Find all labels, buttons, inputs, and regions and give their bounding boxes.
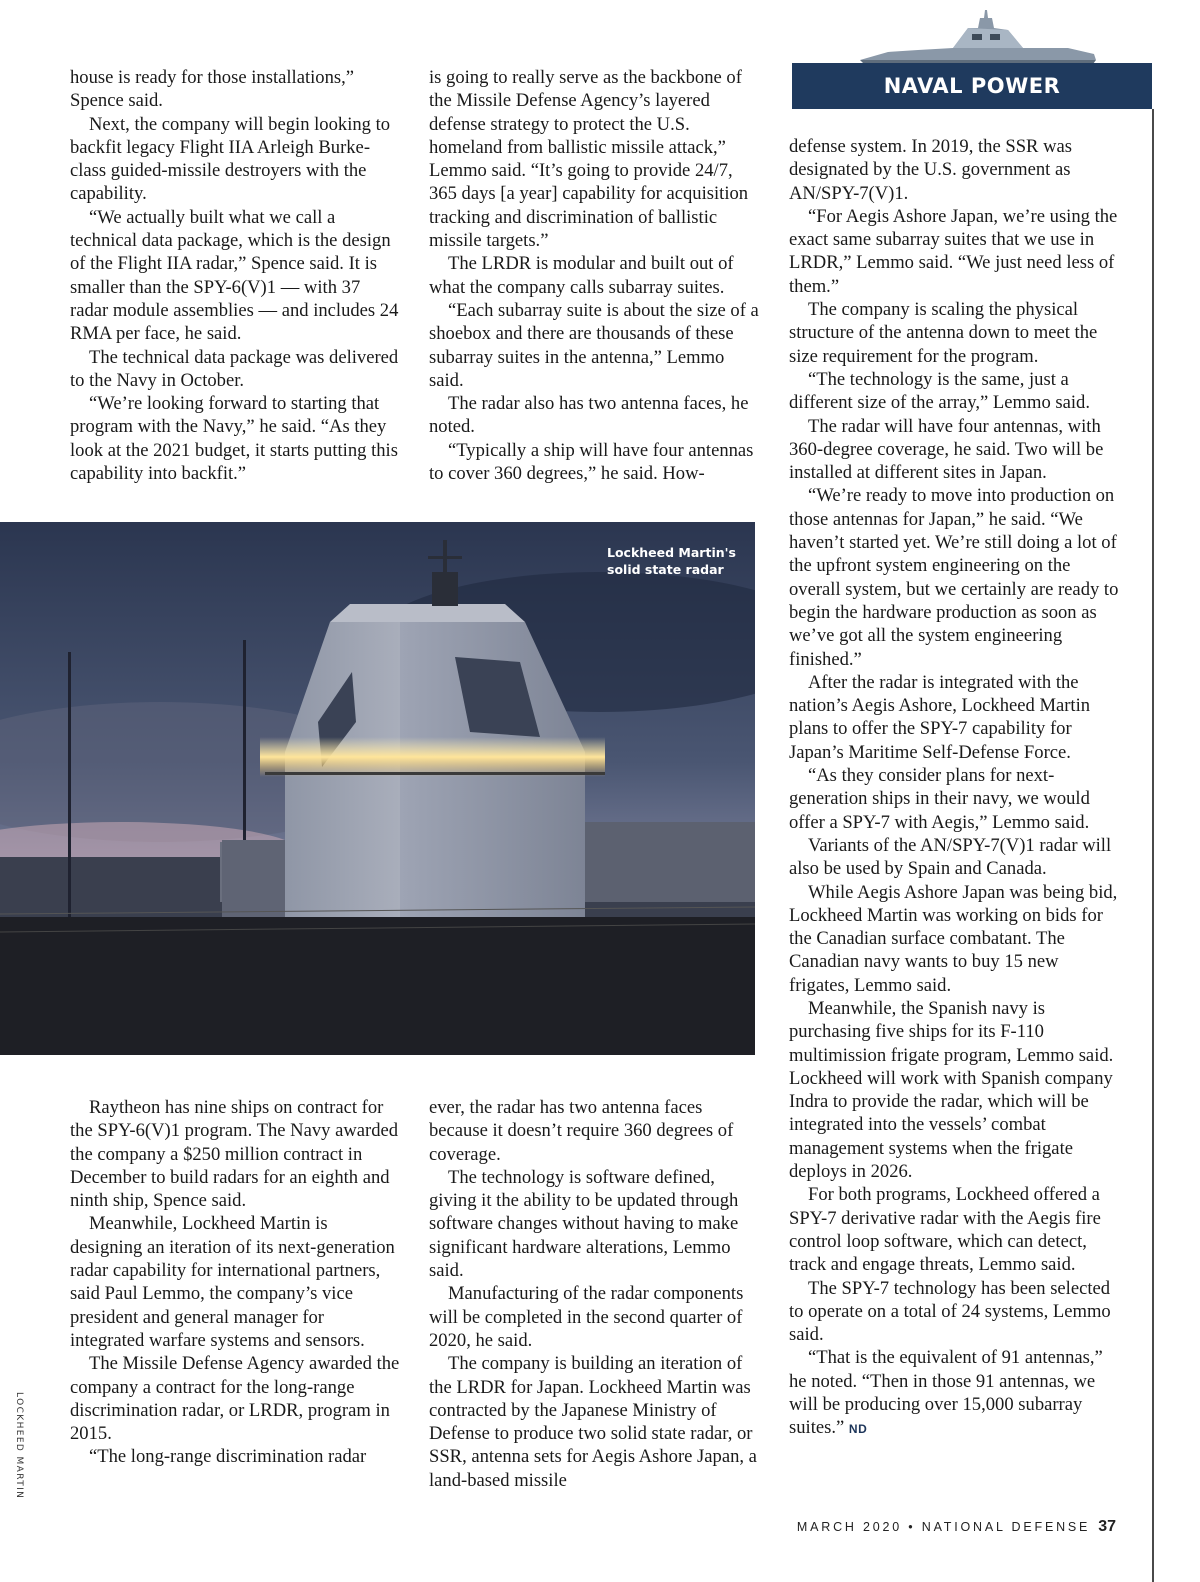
column-3 xyxy=(789,135,1123,1442)
paragraph: “The technology is the same, just a different size of the array,” Lemmo said. xyxy=(789,368,1090,414)
caption-line: solid state radar xyxy=(607,562,724,577)
paragraph: “We’re looking forward to starting that program with the Navy,” he said. “As they look at the 2021 budget, it starts putting this capability into backfit.” xyxy=(70,393,398,485)
column-1-bottom xyxy=(70,1096,402,1469)
paragraph: While Aegis Ashore Japan was being bid, Lockheed Martin was working on bids for the Canadian surface combatant. The Canadian navy wants to buy 15 new frigates, Lemmo said. xyxy=(789,881,1118,996)
paragraph: After the radar is integrated with the nation’s Aegis Ashore, Lockheed Martin plans to offer the SPY-7 capability for Japan’s Maritime Self-Defense Force. xyxy=(789,671,1091,763)
paragraph: Meanwhile, Lockheed Martin is designing an iteration of its next-generation radar capability for international partners, said Paul Lemmo, the company’s vice president and general manager for integrated warfare systems and sensors. xyxy=(70,1213,395,1351)
paragraph: Manufacturing of the radar components will be completed in the second quarter of 2020, he said. xyxy=(429,1283,744,1351)
paragraph: “The long-range discrimination radar xyxy=(89,1446,367,1468)
paragraph: Variants of the AN/SPY-7(V)1 radar will also be used by Spain and Canada. xyxy=(789,834,1112,880)
side-rule xyxy=(1152,109,1154,1582)
paragraph: For both programs, Lockheed offered a SPY-7 derivative radar with the Aegis fire control loop software, which can detect, track and engage threats, Lemmo said. xyxy=(789,1184,1101,1276)
paragraph: Raytheon has nine ships on contract for the SPY-6(V)1 program. The Navy awarded the company a $250 million contract in December to build radars for an eighth and ninth ship, Spence said. xyxy=(70,1097,399,1212)
paragraph: The radar will have four antennas, with 360-degree coverage, he said. Two will be installed at different sites in Japan. xyxy=(789,415,1104,484)
paragraph: The company is building an iteration of the LRDR for Japan. Lockheed Martin was contracted by the Japanese Ministry of Defense to produce two solid state radar, or SSR, antenna sets for Aegis Ashore Japan, a land-based missile xyxy=(429,1353,757,1491)
section-banner: NAVAL POWER xyxy=(792,63,1152,109)
paragraph: “Each subarray suite is about the size of a shoebox and there are thousands of these subarray suites in the antenna,” Lemmo said. xyxy=(429,299,759,391)
column-1-top xyxy=(70,66,402,485)
final-paragraph xyxy=(789,1346,1123,1441)
paragraph: “Typically a ship will have four antennas to cover 360 degrees,” he said. How- xyxy=(429,439,754,485)
radar-building-illustration xyxy=(0,522,755,1055)
paragraph: is going to really serve as the backbone of the Missile Defense Agency’s layered defense strategy to protect the U.S. homeland from ballistic missile attack,” Lemmo said. “It’s going to provide 24/7, 365 days [a year] capability for acquisition tracking and discrimination of ballistic missile targets.” xyxy=(429,67,749,252)
paragraph: The SPY-7 technology has been selected to operate on a total of 24 systems, Lemmo said. xyxy=(789,1277,1111,1346)
issue-label: MARCH 2020 • NATIONAL DEFENSE xyxy=(796,1520,1091,1534)
paragraph: “For Aegis Ashore Japan, we’re using the exact same subarray suites that we use in LRDR,” Lemmo said. “We just need less of them.” xyxy=(789,205,1118,297)
paragraph-text: “That is the equivalent of 91 antennas,” he noted. “Then in those 91 antennas, we will be producing over 15,000 subarray suites.” xyxy=(789,1347,1103,1439)
paragraph: ever, the radar has two antenna faces because it doesn’t require 360 degrees of coverage. xyxy=(429,1097,734,1165)
paragraph: “We’re ready to move into production on those antennas for Japan,” he said. “We haven’t started yet. We’re still doing a lot of the upfront system engineering on the overall system, but we certainly are ready to begin the hardware production as soon as we’ve got all the system engineering finished.” xyxy=(789,485,1119,670)
paragraph: The LRDR is modular and built out of what the company calls subarray suites. xyxy=(429,253,734,298)
paragraph: “As they consider plans for next-generation ships in their navy, we would offer a SPY-7 with Aegis,” Lemmo said. xyxy=(789,765,1090,833)
caption-line: Lockheed Martin's xyxy=(607,545,736,560)
paragraph: The company is scaling the physical structure of the antenna down to meet the size requirement for the program. xyxy=(789,299,1098,367)
paragraph: The radar also has two antenna faces, he noted. xyxy=(429,393,749,438)
page-number: 37 xyxy=(1098,1518,1116,1535)
column-2-bottom xyxy=(429,1096,761,1492)
ship-silhouette-icon xyxy=(858,10,1098,68)
page-footer xyxy=(797,1518,1116,1536)
radar-photo xyxy=(0,522,755,1055)
paragraph: house is ready for those installations,” Spence said. xyxy=(70,67,355,112)
column-2-top xyxy=(429,66,761,485)
paragraph: The technology is software defined, giving it the ability to be updated through software changes without having to make significant hardware alterations, Lemmo said. xyxy=(429,1166,739,1282)
paragraph: The technical data package was delivered to the Navy in October. xyxy=(70,346,399,391)
photo-caption xyxy=(607,544,747,578)
paragraph: Meanwhile, the Spanish navy is purchasing five ships for its F-110 multimission frigate program, Lemmo said. Lockheed will work with Spanish company Indra to provide the radar, which will be integrated into the vessels’ combat management systems when the frigate deploys in 2026. xyxy=(789,997,1114,1183)
paragraph: “We actually built what we call a technical data package, which is the design of the Flight IIA radar,” Spence said. It is smaller than the SPY-6(V)1 — with 37 radar module assemblies — and includes 24 RMA per face, he said. xyxy=(70,206,399,345)
end-mark: ND xyxy=(848,1422,868,1437)
paragraph: The Missile Defense Agency awarded the company a contract for the long-range discrimination radar, or LRDR, program in 2015. xyxy=(70,1353,400,1445)
paragraph: Next, the company will begin looking to backfit legacy Flight IIA Arleigh Burke-class guided-missile destroyers with the capability. xyxy=(70,113,391,205)
photo-credit: LOCKHEED MARTIN xyxy=(14,1392,24,1500)
paragraph: defense system. In 2019, the SSR was designated by the U.S. government as AN/SPY-7(V)1. xyxy=(789,136,1073,204)
